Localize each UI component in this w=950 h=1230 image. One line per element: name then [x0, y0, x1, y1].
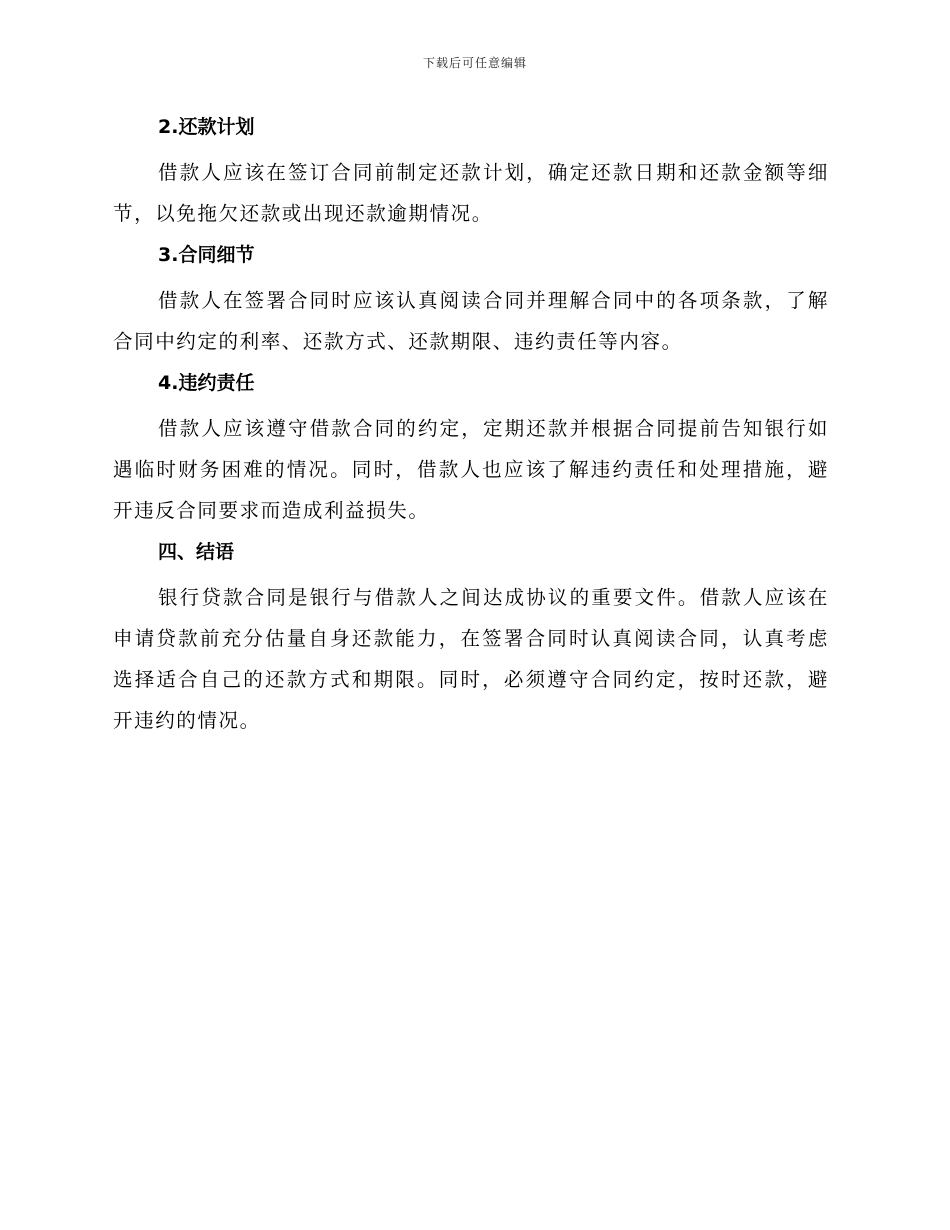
section-default-liability [113, 368, 829, 531]
section-heading: 四、结语 [158, 541, 235, 563]
section-paragraph: 银行贷款合同是银行与借款人之间达成协议的重要文件。借款人应该在申请贷款前充分估量自身还款能力，在签署合同时认真阅读合同，认真考虑选择适合自己的还款方式和期限。同时，必须遵守合同约定，按时还款，避开违约的情况。 [113, 586, 829, 732]
section-paragraph: 借款人应该遵守借款合同的约定，定期还款并根据合同提前告知银行如遇临时财务困难的情况。同时，借款人也应该了解违约责任和处理措施，避开违反合同要求而造成利益损失。 [113, 417, 829, 522]
section-repayment-plan [113, 112, 829, 234]
section-heading: 4.违约责任 [158, 372, 255, 394]
section-heading: 2.还款计划 [158, 116, 255, 138]
section-paragraph: 借款人应该在签订合同前制定还款计划，确定还款日期和还款金额等细节，以免拖欠还款或出现还款逾期情况。 [113, 161, 829, 225]
section-heading: 3.合同细节 [158, 244, 255, 266]
page-header-note: 下载后可任意编辑 [422, 56, 527, 70]
section-contract-details [113, 240, 829, 362]
section-paragraph: 借款人在签署合同时应该认真阅读合同并理解合同中的各项条款，了解合同中约定的利率、还款方式、还款期限、违约责任等内容。 [113, 289, 829, 353]
document-body [113, 112, 829, 747]
section-conclusion [113, 537, 829, 741]
